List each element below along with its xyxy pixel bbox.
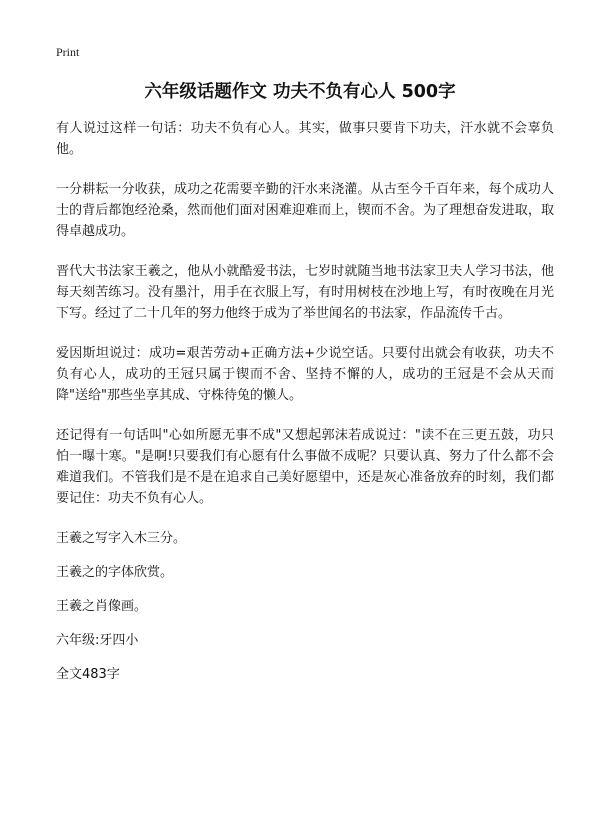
note-item: 王羲之写字入木三分。	[56, 531, 187, 546]
paragraph-einstein: 爱因斯坦说过：成功=艰苦劳动+正确方法+少说空话。只要付出就会有收获，功夫不负有心人，成功的王冠只属于锲而不舍、坚持不懈的人，成功的王冠是不会从天而降"送给"那些坐享其成、守株待兔的懒人。	[56, 346, 554, 403]
paragraph-effort: 一分耕耘一分收获，成功之花需要辛勤的汗水来浇灌。从古至今千百年来，每个成功人士的背后都饱经沧桑，然而他们面对困难迎难而上，锲而不舍。为了理想奋发进取，取得卓越成功。	[56, 182, 554, 239]
word-count: 全文483字	[56, 667, 120, 682]
note-item: 王羲之肖像画。	[56, 599, 148, 614]
paragraph-intro: 有人说过这样一句话：功夫不负有心人。其实，做事只要肯下功夫，汗水就不会辜负他。	[56, 121, 554, 157]
note-item: 王羲之的字体欣赏。	[56, 565, 174, 580]
paragraph-wang-xizhi: 晋代大书法家王羲之，他从小就酷爱书法，七岁时就随当地书法家卫夫人学习书法，他每天刻苦练习。没有墨汁，用手在衣服上写，有时用树枝在沙地上写，有时夜晚在月光下写。经过了二十几年的努力他终于成为了举世闻名的书法家，作品流传千古。	[56, 264, 554, 321]
article-title: 六年级话题作文 功夫不负有心人 500字	[144, 82, 456, 102]
print-link[interactable]: Print	[56, 45, 80, 59]
paragraph-conclusion: 还记得有一句话叫"心如所愿无事不成"又想起郭沫若成说过："读不在三更五鼓，功只怕一曝十寒。"是啊!只要我们有心愿有什么事做不成呢？只要认真、努力了什么都不会难道我们。不管我们是不是在追求自己美好愿望中，还是灰心准备放弃的时刻，我们都要记住：功夫不负有心人。	[56, 428, 554, 506]
author-school: 六年级:牙四小	[56, 633, 139, 648]
article-body	[56, 118, 554, 698]
